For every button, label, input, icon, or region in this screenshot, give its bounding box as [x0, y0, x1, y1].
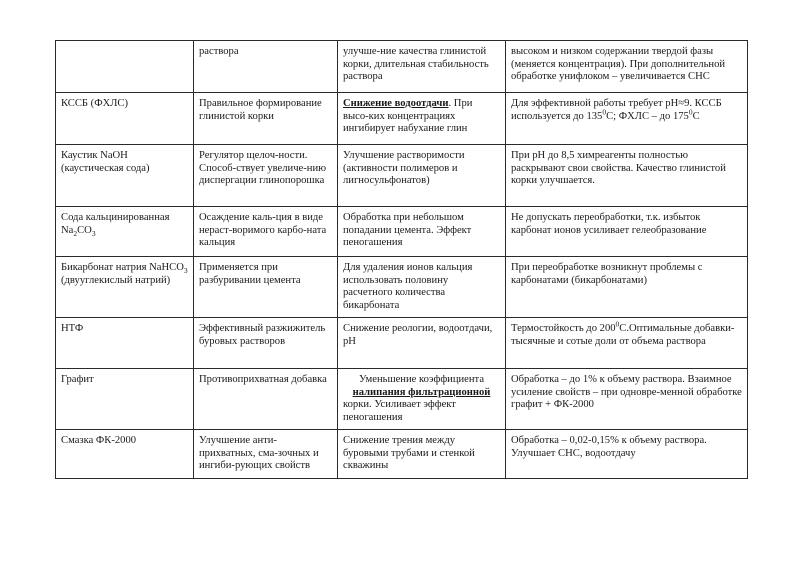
notes-cell: Обработка – до 1% к объему раствора. Взаимное усиление свойств – при одновре-менной обработке графит + ФК-2000: [506, 369, 748, 430]
effect-cell: Снижение трения между буровыми трубами и стенкой скважины: [338, 430, 506, 479]
reagent-text: (двууглекислый натрий): [61, 274, 171, 286]
purpose-cell: Улучшение анти-прихватных, сма-зочных и ингиби-рующих свойств: [194, 430, 338, 479]
notes-cell: высоком и низком содержании твердой фазы (меняется концентрация). При дополнительной обработке унифлоком – увеличивается СНС: [506, 41, 748, 93]
reagent-cell: Графит: [56, 369, 194, 430]
purpose-cell: Осаждение каль-ция в виде нераст-воримого карбо-ната кальция: [194, 207, 338, 257]
superscript: 0: [602, 107, 607, 117]
reagent-cell: [56, 41, 194, 93]
table-row: [56, 369, 748, 430]
notes-cell: При pH до 8,5 химреагенты полностью раскрывают свои свойства. Качество глинистой корки улучшается.: [506, 145, 748, 207]
notes-text: С; ФХЛС – до 175: [606, 110, 689, 122]
emphasis-text: налипания фильтрационной: [352, 386, 491, 398]
superscript: 0: [688, 107, 693, 117]
subscript: 3: [91, 228, 96, 238]
reagent-text: (каустическая сода): [61, 162, 150, 174]
notes-text: С: [692, 110, 700, 122]
reagent-text: Каустик NaOH: [61, 150, 128, 161]
effect-line: Уменьшение коэффициента: [358, 374, 485, 385]
reagent-cell: Смазка ФК-2000: [56, 430, 194, 479]
effect-line: корки. Усиливает эффект пеногашения: [343, 399, 456, 423]
purpose-cell: раствора: [194, 41, 338, 93]
notes-cell: При переобработке возникнут проблемы с карбонатами (бикарбонатами): [506, 257, 748, 318]
effect-cell: [338, 369, 506, 430]
emphasis-text: Снижение водоотдачи: [343, 98, 449, 109]
table-row: [56, 257, 748, 318]
notes-text: С.Оптимальные добавки- тысячные и сотые доли от объема раствора: [511, 323, 735, 347]
table-row: [56, 93, 748, 145]
subscript: 3: [183, 266, 188, 276]
effect-cell: Улучшение растворимости (активности полимеров и лигносульфонатов): [338, 145, 506, 207]
purpose-cell: Эффективный разжижитель буровых растворов: [194, 318, 338, 369]
table-row: [56, 318, 748, 369]
effect-cell: улучше-ние качества глинистой корки, длительная стабильность раствора: [338, 41, 506, 93]
notes-cell: [506, 318, 748, 369]
notes-cell: Не допускать переобработки, т.к. избыток карбонат ионов усиливает гелеобразование: [506, 207, 748, 257]
notes-cell: [506, 93, 748, 145]
effect-cell: [338, 93, 506, 145]
effect-cell: Для удаления ионов кальция использовать половину расчетного количества бикарбоната: [338, 257, 506, 318]
table-row: [56, 207, 748, 257]
reagent-cell: КССБ (ФХЛС): [56, 93, 194, 145]
reagent-cell: [56, 257, 194, 318]
table-row: [56, 41, 748, 93]
effect-cell: Обработка при небольшом попадании цемента. Эффект пеногашения: [338, 207, 506, 257]
effect-text: . При высо-ких концентрациях ингибирует набухание глин: [343, 98, 473, 135]
notes-text: Термостойкость до 200: [511, 323, 616, 334]
reagents-table: [55, 40, 748, 479]
purpose-cell: Правильное формирование глинистой корки: [194, 93, 338, 145]
reagent-text: CO: [77, 224, 92, 236]
reagent-text: Сода кальцинированная Na: [61, 212, 170, 236]
superscript: 0: [615, 319, 620, 329]
table-row: [56, 145, 748, 207]
notes-text: Для эффективной работы требует pH≈9. КССБ используется до 135: [511, 98, 722, 122]
effect-cell: Снижение реологии, водоотдачи, pH: [338, 318, 506, 369]
subscript: 2: [73, 228, 78, 238]
reagent-cell: [56, 145, 194, 207]
reagent-text: Бикарбонат натрия NaHCO: [61, 262, 184, 273]
purpose-cell: Регулятор щелоч-ности. Способ-ствует увеличе-нию диспергации глинопорошка: [194, 145, 338, 207]
reagent-cell: НТФ: [56, 318, 194, 369]
purpose-cell: Противоприхватная добавка: [194, 369, 338, 430]
table-row: [56, 430, 748, 479]
reagent-cell: [56, 207, 194, 257]
notes-cell: Обработка – 0,02-0,15% к объему раствора. Улучшает СНС, водоотдачу: [506, 430, 748, 479]
purpose-cell: Применяется при разбуривании цемента: [194, 257, 338, 318]
